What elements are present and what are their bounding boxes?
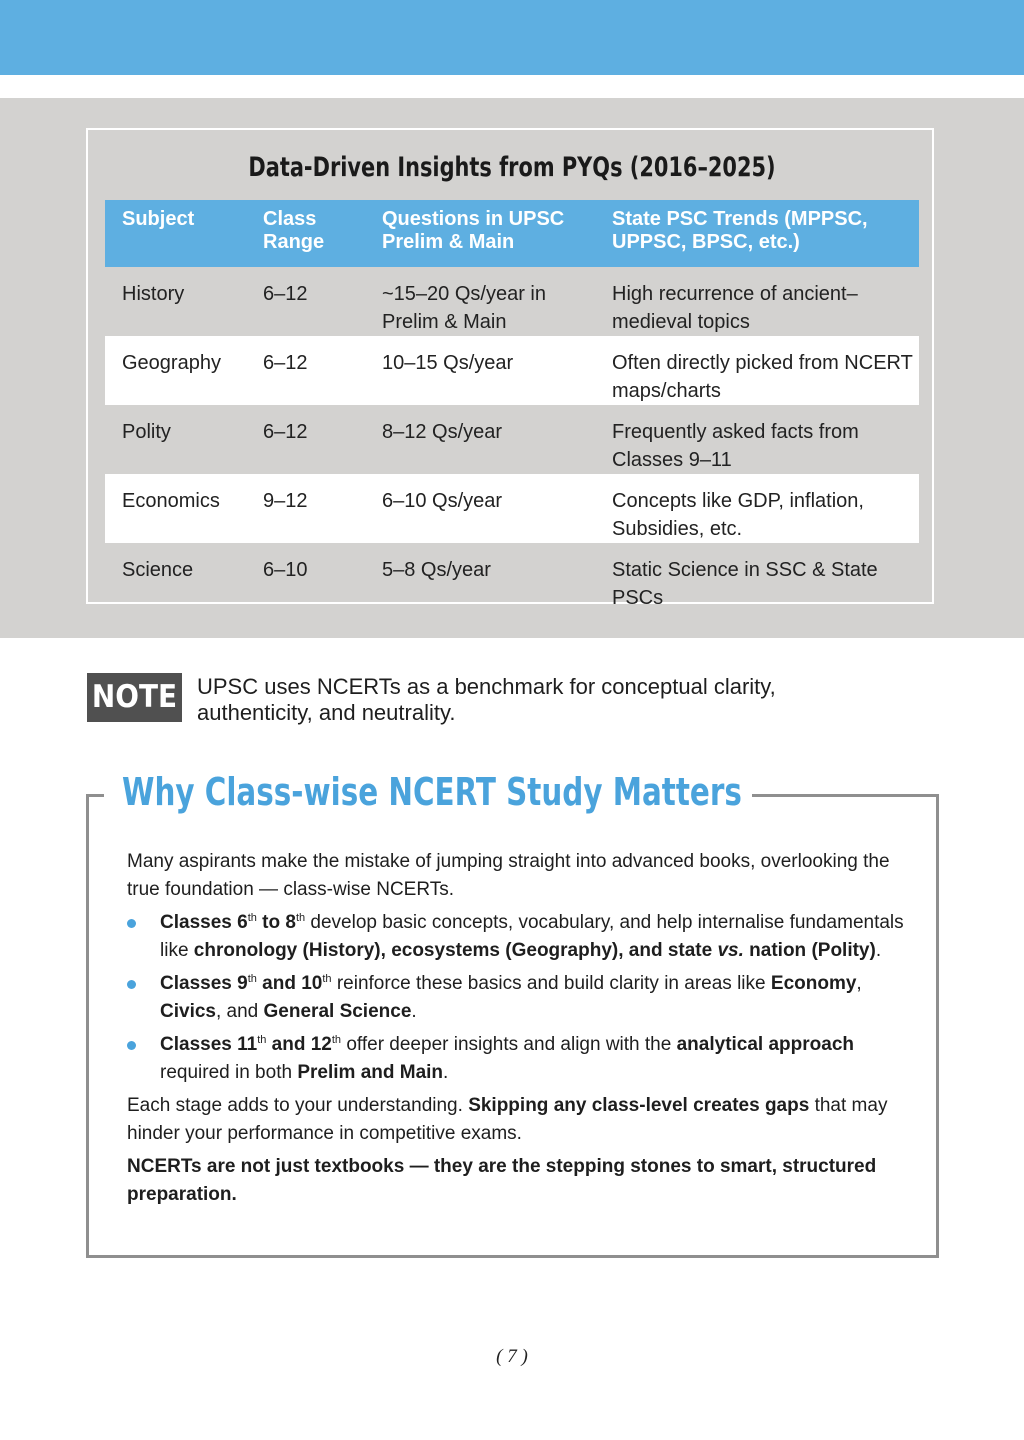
list-item-classes-11-12: Classes 11th and 12th offer deeper insights and align with the analytical approach required in both Prelim and Main. [127,1031,907,1087]
cell-subject: Science [122,559,194,581]
header-subject: Subject [122,208,195,230]
why-section-title: Why Class-wise NCERT Study Matters [122,770,742,814]
list-item-classes-9-10: Classes 9th and 10th reinforce these basics and build clarity in areas like Economy, Civics, and General Science. [127,970,907,1026]
cell-class-range: 9–12 [263,490,308,512]
header-state-psc-trends: State PSC Trends (MPPSC, UPPSC, BPSC, etc.) [612,208,868,253]
why-intro-paragraph: Many aspirants make the mistake of jumping straight into advanced books, overlooking the true foundation — class-wise NCERTs. [127,851,890,900]
cell-upsc-questions: 8–12 Qs/year [382,421,503,443]
cell-class-range: 6–12 [263,352,308,374]
cell-subject: Geography [122,352,221,374]
cell-upsc-questions: 5–8 Qs/year [382,559,491,581]
table-header-row [105,200,919,267]
cell-subject: Economics [122,490,220,512]
table-row [105,336,919,405]
cell-class-range: 6–10 [263,559,308,581]
header-upsc-questions: Questions in UPSC Prelim & Main [382,208,565,253]
table-row [105,405,919,474]
why-section-body [127,848,907,1214]
cell-upsc-questions: ~15–20 Qs/year in Prelim & Main [382,283,546,333]
cell-upsc-questions: 10–15 Qs/year [382,352,514,374]
bullet-dot-icon [127,919,136,928]
note-badge: NOTE [87,673,182,722]
cell-state-psc-trend: Often directly picked from NCERT maps/charts [612,352,913,402]
bullet-dot-icon [127,1041,136,1050]
table-row [105,267,919,336]
cell-class-range: 6–12 [263,421,308,443]
cell-state-psc-trend: Concepts like GDP, inflation, Subsidies, etc. [612,490,864,540]
stage-paragraph: Each stage adds to your understanding. Skipping any class-level creates gaps that may hinder your performance in competitive exams. [127,1095,888,1144]
cell-subject: Polity [122,421,171,443]
table-row [105,543,919,612]
closing-statement: NCERTs are not just textbooks — they are the stepping stones to smart, structured preparation. [127,1156,877,1205]
header-class-range: Class Range [263,208,325,253]
insights-table [105,200,919,612]
cell-class-range: 6–12 [263,283,308,305]
bullet-dot-icon [127,980,136,989]
page-number: ( 7 ) [496,1346,528,1367]
cell-state-psc-trend: High recurrence of ancient–medieval topics [612,283,858,333]
cell-state-psc-trend: Frequently asked facts from Classes 9–11 [612,421,859,471]
table-title: Data-Driven Insights from PYQs (2016–2025) [248,152,776,183]
why-box-top-border-right [752,794,939,797]
cell-upsc-questions: 6–10 Qs/year [382,490,503,512]
cell-state-psc-trend: Static Science in SSC & State PSCs [612,559,878,609]
cell-subject: History [122,283,185,305]
table-row [105,474,919,543]
class-stage-list [127,909,907,1087]
note-text: UPSC uses NCERTs as a benchmark for conceptual clarity, authenticity, and neutrality. [197,674,776,725]
list-item-classes-6-8: Classes 6th to 8th develop basic concepts, vocabulary, and help internalise fundamentals like chronology (History), ecosystems (Geography), and state vs. nation (Polity). [127,909,907,965]
top-color-band [0,0,1024,75]
why-box-top-border-left [86,794,104,797]
